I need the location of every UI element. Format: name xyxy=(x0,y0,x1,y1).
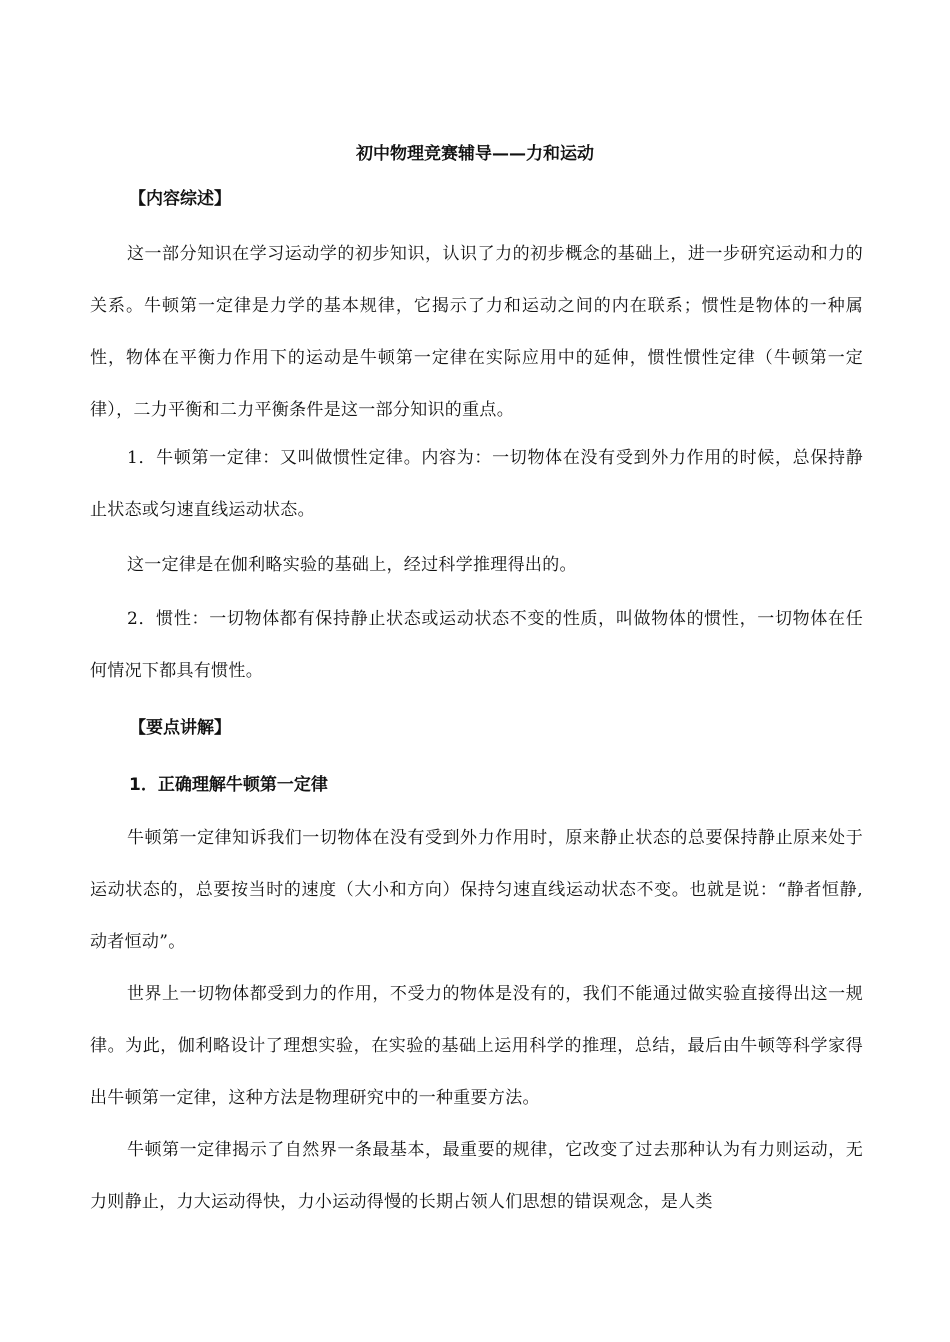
document-title: 初中物理竞赛辅导——力和运动 xyxy=(356,144,594,164)
paragraph-inertia: 2．惯性：一切物体都有保持静止状态或运动状态不变的性质，叫做物体的惯性，一切物体在任何情况下都具有惯性。 xyxy=(90,609,863,681)
section-heading-key-points: 【要点讲解】 xyxy=(129,718,231,738)
paragraph-intro: 这一部分知识在学习运动学的初步知识，认识了力的初步概念的基础上，进一步研究运动和力的关系。牛顿第一定律是力学的基本规律，它揭示了力和运动之间的内在联系；惯性是物体的一种属性，物体在平衡力作用下的运动是牛顿第一定律在实际应用中的延伸，惯性惯性定律（牛顿第一定律），二力平衡和二力平衡条件是这一部分知识的重点。 xyxy=(90,244,863,420)
paragraph-galileo-basis: 这一定律是在伽利略实验的基础上，经过科学推理得出的。 xyxy=(127,555,577,575)
paragraph-newton-first-law: 1．牛顿第一定律：又叫做惯性定律。内容为：一切物体在没有受到外力作用的时候，总保持静止状态或匀速直线运动状态。 xyxy=(90,448,863,520)
paragraph-law-meaning: 牛顿第一定律知诉我们一切物体在没有受到外力作用时，原来静止状态的总要保持静止原来处于运动状态的，总要按当时的速度（大小和方向）保持匀速直线运动状态不变。也就是说：“静者恒静,动者恒动”。 xyxy=(90,828,863,952)
paragraph-law-significance: 牛顿第一定律揭示了自然界一条最基本，最重要的规律，它改变了过去那种认为有力则运动，无力则静止，力大运动得快，力小运动得慢的长期占领人们思想的错误观念，是人类 xyxy=(90,1140,863,1212)
paragraph-ideal-experiment: 世界上一切物体都受到力的作用，不受力的物体是没有的，我们不能通过做实验直接得出这一规律。为此，伽利略设计了理想实验，在实验的基础上运用科学的推理，总结，最后由牛顿等科学家得出牛顿第一定律，这种方法是物理研究中的一种重要方法。 xyxy=(90,984,863,1108)
subheading-understand-newton-law: 1．正确理解牛顿第一定律 xyxy=(129,775,328,795)
section-heading-summary: 【内容综述】 xyxy=(129,189,231,209)
